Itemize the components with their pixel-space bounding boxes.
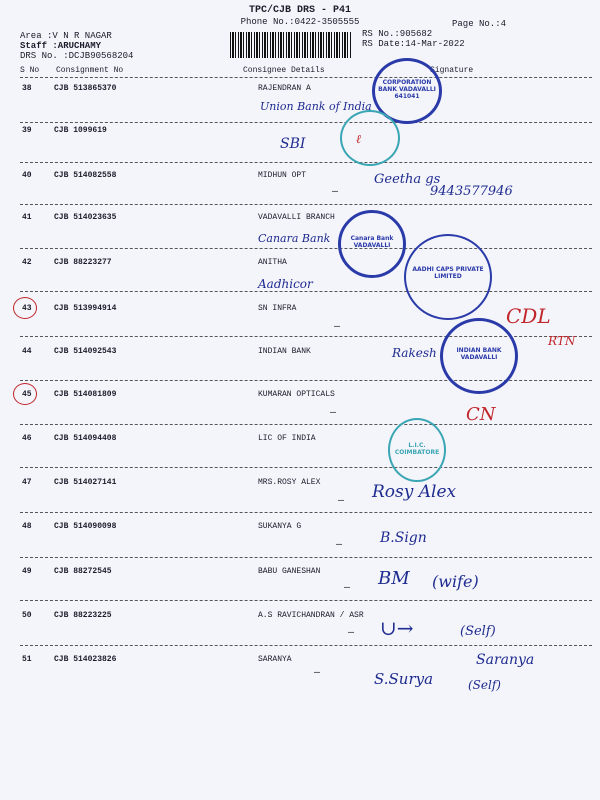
row-sno: 49: [22, 567, 32, 576]
row-consignment: CJB 514023635: [54, 213, 117, 222]
handwriting-wife: (wife): [432, 572, 479, 591]
red-circle-mark: [13, 297, 37, 319]
row-sno: 40: [22, 171, 32, 180]
row-rule: [20, 512, 592, 513]
row-consignee: SN INFRA: [258, 304, 297, 313]
row-consignee: SUKANYA G: [258, 522, 302, 531]
handwriting-cdl: CDL: [506, 304, 551, 328]
canara-bank-stamp: Canara Bank VADAVALLI: [338, 210, 406, 278]
handwriting-rosy-alex: Rosy Alex: [372, 482, 457, 502]
row-sno: 44: [22, 347, 32, 356]
row-sno: 45: [22, 390, 32, 399]
col-consignment: Consignment No: [56, 66, 124, 75]
handwriting-sign-50: ∪→: [380, 616, 414, 640]
col-consignee: Consignee Details: [243, 66, 325, 75]
table-row: [0, 567, 600, 609]
row-sno: 51: [22, 655, 32, 664]
row-consignee: INDIAN BANK: [258, 347, 311, 356]
row-consignee: MRS.ROSY ALEX: [258, 478, 321, 487]
table-row: [0, 434, 600, 476]
area-label: Area :V N R NAGAR: [20, 31, 112, 41]
row-rule: [20, 557, 592, 558]
row-consignee: KUMARAN OPTICALS: [258, 390, 335, 399]
table-row: [0, 611, 600, 653]
row-consignment: CJB 514027141: [54, 478, 117, 487]
handwriting-self: (Self): [460, 624, 496, 639]
handwriting-sbi: SBI: [280, 136, 306, 152]
handwriting-saranya: Saranya: [476, 652, 535, 668]
header-rule: [20, 77, 592, 78]
row-consignee: ANITHA: [258, 258, 287, 267]
col-signature: Signature: [430, 66, 474, 75]
row-consignee: MIDHUN OPT: [258, 171, 307, 180]
row-rule: [20, 248, 592, 249]
staff-label: Staff :ARUCHAMY: [20, 41, 102, 51]
row-rule: [20, 645, 592, 646]
handwriting-bm: BM: [378, 568, 410, 589]
row-rule: [20, 204, 592, 205]
row-consignment: CJB 514094408: [54, 434, 117, 443]
rs-date: RS Date:14-Mar-2022: [362, 39, 465, 49]
handwriting-phone: 9443577946: [430, 184, 513, 199]
row-consignee: BABU GANESHAN: [258, 567, 321, 576]
barcode: [230, 32, 352, 58]
phone-number: Phone No.:0422-3505555: [240, 17, 360, 27]
lic-stamp: L.I.C. COIMBATORE: [388, 418, 446, 482]
row-sno: 39: [22, 126, 32, 135]
handwriting-b-sign: B.Sign: [380, 530, 427, 546]
row-sno: 38: [22, 84, 32, 93]
row-consignment: CJB 514082558: [54, 171, 117, 180]
handwriting-rtn: RTN: [548, 334, 576, 348]
row-consignment: CJB 1099619: [54, 126, 107, 135]
row-sno: 50: [22, 611, 32, 620]
row-consignee: RAJENDRAN A: [258, 84, 311, 93]
tick-mark: —: [338, 496, 345, 507]
row-consignment: CJB 514092543: [54, 347, 117, 356]
row-rule: [20, 122, 592, 123]
row-consignee: SARANYA: [258, 655, 292, 664]
handwriting-self-2: (Self): [468, 678, 501, 692]
row-rule: [20, 162, 592, 163]
indian-bank-stamp: INDIAN BANK VADAVALLI: [440, 318, 518, 394]
row-rule: [20, 291, 592, 292]
handwriting-geetha: Geetha gs: [374, 172, 441, 187]
handwriting-s-sign: S.Surya: [374, 670, 434, 688]
page-number: Page No.:4: [452, 19, 507, 29]
row-consignee: LIC OF INDIA: [258, 434, 316, 443]
row-sno: 46: [22, 434, 32, 443]
rs-number: RS No.:905682: [362, 29, 433, 39]
red-circle-mark: [13, 383, 37, 405]
col-sno: S No: [20, 66, 40, 75]
row-sno: 43: [22, 304, 32, 313]
handwriting-aadhicor: Aadhicor: [258, 277, 313, 291]
tick-mark: —: [348, 628, 355, 639]
red-mark: ℓ: [356, 132, 361, 146]
aadhi-caps-stamp: AADHI CAPS PRIVATE LIMITED: [404, 234, 492, 320]
handwriting-rakesh: Rakesh: [392, 346, 437, 360]
tick-mark: —: [334, 322, 341, 333]
handwriting-canara: Canara Bank: [258, 232, 331, 245]
row-consignment: CJB 514081809: [54, 390, 117, 399]
row-sno: 41: [22, 213, 32, 222]
drs-number: DRS No. :DCJB90568204: [20, 51, 134, 61]
row-consignee: VADAVALLI BRANCH: [258, 213, 335, 222]
sheet-title: TPC/CJB DRS - P41: [248, 5, 352, 16]
tick-mark: —: [330, 408, 337, 419]
tick-mark: —: [344, 583, 351, 594]
teal-stamp: [340, 110, 400, 166]
row-rule: [20, 600, 592, 601]
tick-mark: —: [332, 187, 339, 198]
row-rule: [20, 424, 592, 425]
row-consignment: CJB 88223277: [54, 258, 112, 267]
table-row: [0, 478, 600, 520]
tick-mark: —: [314, 668, 321, 679]
table-row: [0, 390, 600, 432]
row-rule: [20, 467, 592, 468]
row-sno: 42: [22, 258, 32, 267]
row-sno: 47: [22, 478, 32, 487]
row-sno: 48: [22, 522, 32, 531]
row-consignment: CJB 513865370: [54, 84, 117, 93]
handwriting-cn: CN: [466, 404, 496, 425]
row-consignment: CJB 513994914: [54, 304, 117, 313]
row-consignment: CJB 88223225: [54, 611, 112, 620]
row-consignment: CJB 514090098: [54, 522, 117, 531]
row-consignment: CJB 514023826: [54, 655, 117, 664]
tick-mark: —: [336, 540, 343, 551]
corporation-bank-stamp: CORPORATION BANK VADAVALLI 641041: [372, 58, 442, 124]
row-consignee: A.S RAVICHANDRAN / ASR: [258, 611, 364, 620]
handwriting-union-bank: Union Bank of India: [260, 100, 372, 113]
row-consignment: CJB 88272545: [54, 567, 112, 576]
